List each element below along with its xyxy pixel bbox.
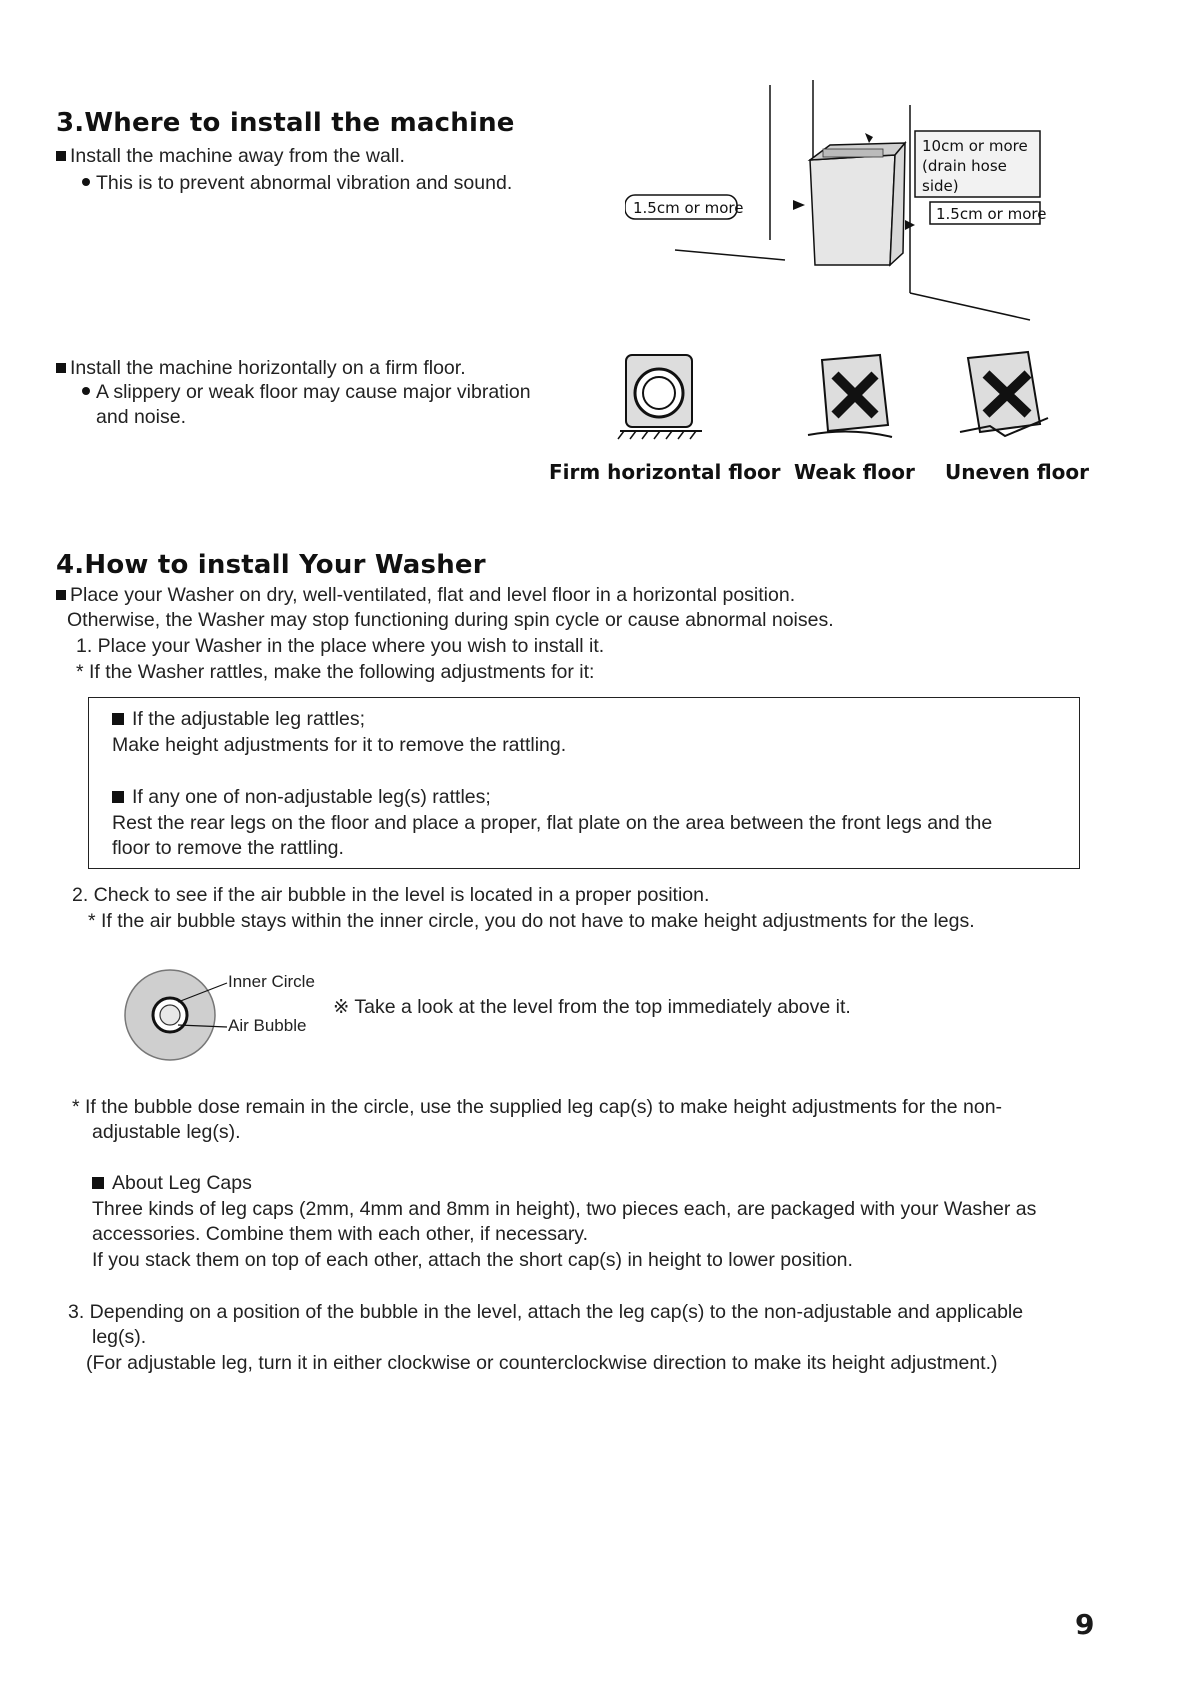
bubble-note-line2: adjustable leg(s). bbox=[92, 1121, 241, 1143]
square-bullet-icon bbox=[112, 791, 124, 803]
step-1: 1. Place your Washer in the place where you wish to install it. bbox=[76, 635, 605, 657]
section-4-title: 4.How to install Your Washer bbox=[56, 550, 486, 580]
uneven-floor-icon bbox=[950, 340, 1060, 445]
step-2-note: * If the air bubble stays within the inner circle, you do not have to make height adjustments for the legs. bbox=[88, 910, 975, 932]
caption-firm-floor: Firm horizontal floor bbox=[549, 460, 781, 484]
label-inner-circle: Inner Circle bbox=[228, 972, 315, 991]
level-tip: ※ Take a look at the level from the top immediately above it. bbox=[333, 996, 851, 1018]
leg-caps-title: About Leg Caps bbox=[92, 1170, 252, 1196]
floor-note-line1: A slippery or weak floor may cause major vibration bbox=[82, 379, 531, 405]
firm-floor-icon bbox=[610, 345, 710, 445]
leg-caps-line1: Three kinds of leg caps (2mm, 4mm and 8mm in height), two pieces each, are packaged with your Washer as bbox=[92, 1198, 1037, 1220]
box-item2-text-line2: floor to remove the rattling. bbox=[112, 837, 344, 859]
label-air-bubble: Air Bubble bbox=[228, 1016, 307, 1035]
intro-line2: Otherwise, the Washer may stop functioning during spin cycle or cause abnormal noises. bbox=[67, 609, 834, 631]
washer-drawing bbox=[810, 143, 905, 265]
caption-weak-floor: Weak floor bbox=[794, 460, 915, 484]
svg-text:1.5cm or more: 1.5cm or more bbox=[633, 199, 744, 217]
round-bullet-icon bbox=[82, 387, 90, 395]
caption-uneven-floor: Uneven floor bbox=[945, 460, 1090, 484]
intro-line1: Place your Washer on dry, well-ventilated, flat and level floor in a horizontal position. bbox=[56, 582, 795, 608]
label-left-clearance bbox=[625, 195, 743, 219]
page-number: 9 bbox=[1075, 1608, 1095, 1641]
weak-floor-icon bbox=[800, 345, 900, 445]
box-item1-title: If the adjustable leg rattles; bbox=[112, 706, 365, 732]
floor-note-line2: and noise. bbox=[96, 406, 186, 428]
step-3-line2: leg(s). bbox=[92, 1326, 147, 1348]
asterisk-icon: * bbox=[76, 661, 90, 683]
install-horizontally: Install the machine horizontally on a firm floor. bbox=[56, 355, 466, 381]
square-bullet-icon bbox=[56, 151, 66, 161]
square-bullet-icon bbox=[56, 363, 66, 373]
square-bullet-icon bbox=[92, 1177, 104, 1189]
install-away-from-wall: Install the machine away from the wall. bbox=[56, 143, 405, 169]
svg-text:1.5cm or more: 1.5cm or more bbox=[936, 205, 1047, 223]
svg-text:(drain hose: (drain hose bbox=[922, 157, 1007, 175]
label-back-clearance bbox=[915, 131, 1040, 197]
step-2: 2. Check to see if the air bubble in the level is located in a proper position. bbox=[72, 884, 710, 906]
step-3-line1: 3. Depending on a position of the bubble in the level, attach the leg cap(s) to the non-adjustable and applicable bbox=[68, 1301, 1024, 1323]
install-away-note: This is to prevent abnormal vibration and sound. bbox=[82, 170, 512, 196]
clearance-diagram bbox=[625, 75, 1065, 325]
round-bullet-icon bbox=[82, 178, 90, 186]
svg-text:10cm or more: 10cm or more bbox=[922, 137, 1028, 155]
box-item1-text: Make height adjustments for it to remove the rattling. bbox=[112, 734, 567, 756]
bubble-note-line1: * If the bubble dose remain in the circle, use the supplied leg cap(s) to make height adjustments for the non- bbox=[72, 1096, 1003, 1118]
leg-caps-line2: accessories. Combine them with each other, if necessary. bbox=[92, 1223, 589, 1245]
box-item2-text-line1: Rest the rear legs on the floor and place a proper, flat plate on the area between the front legs and the bbox=[112, 812, 993, 834]
step-3-line3: (For adjustable leg, turn it in either clockwise or counterclockwise direction to make its height adjustment.) bbox=[86, 1352, 998, 1374]
box-item2-title: If any one of non-adjustable leg(s) rattles; bbox=[112, 784, 491, 810]
square-bullet-icon bbox=[56, 590, 66, 600]
section-3-title: 3.Where to install the machine bbox=[56, 108, 515, 138]
step-1-note: * If the Washer rattles, make the following adjustments for it: bbox=[76, 661, 595, 683]
square-bullet-icon bbox=[112, 713, 124, 725]
svg-text:side): side) bbox=[922, 177, 959, 195]
leg-caps-line3: If you stack them on top of each other, attach the short cap(s) in height to lower position. bbox=[92, 1249, 853, 1271]
level-icon bbox=[122, 965, 232, 1065]
label-right-clearance bbox=[930, 202, 1046, 224]
